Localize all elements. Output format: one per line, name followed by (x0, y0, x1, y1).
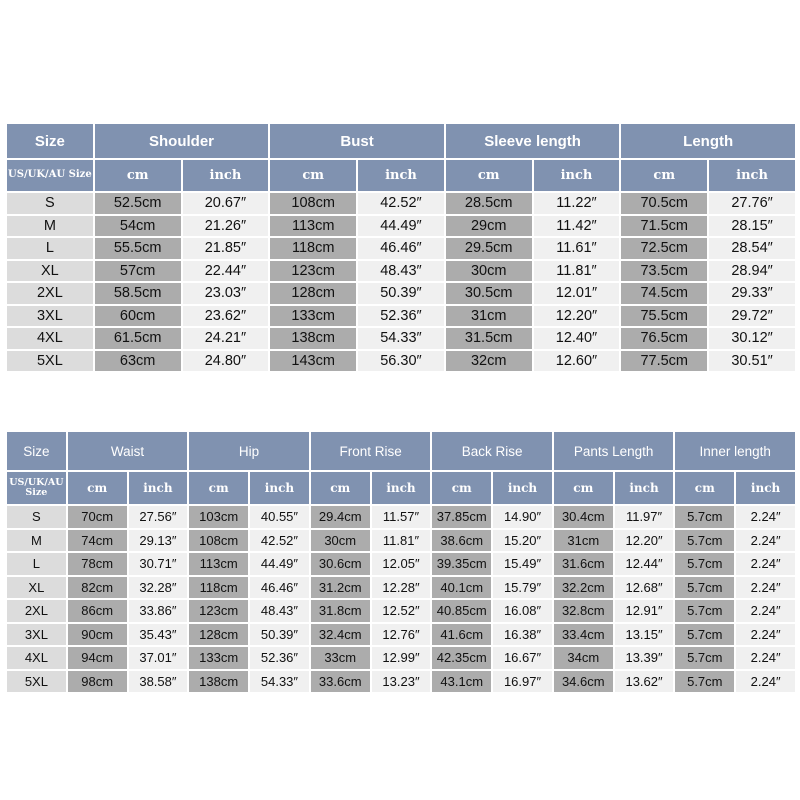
table-row (7, 647, 795, 669)
size-cell: 3XL (7, 306, 93, 327)
size-header: Size (7, 432, 66, 470)
cm-value-cell: 41.6cm (432, 624, 491, 646)
cm-value-cell: 5.7cm (675, 506, 734, 528)
inch-value-cell: 16.38″ (493, 624, 552, 646)
table-row (7, 216, 795, 237)
unit-header-inch: inch (736, 472, 795, 504)
cm-value-cell: 43.1cm (432, 671, 491, 693)
inch-value-cell: 28.94″ (709, 261, 795, 282)
cm-value-cell: 30cm (446, 261, 532, 282)
unit-header-cm: cm (95, 160, 181, 191)
inch-value-cell: 42.52″ (358, 193, 444, 214)
table-row (7, 600, 795, 622)
size-region-label: US/UK/AU Size (7, 472, 66, 504)
cm-value-cell: 143cm (270, 351, 356, 372)
cm-value-cell: 108cm (270, 193, 356, 214)
cm-value-cell: 118cm (270, 238, 356, 259)
cm-value-cell: 40.1cm (432, 577, 491, 599)
size-cell: 5XL (7, 671, 66, 693)
inch-value-cell: 11.57″ (372, 506, 431, 528)
inch-value-cell: 11.61″ (534, 238, 620, 259)
cm-value-cell: 5.7cm (675, 553, 734, 575)
cm-value-cell: 37.85cm (432, 506, 491, 528)
inch-value-cell: 23.62″ (183, 306, 269, 327)
unit-header-cm: cm (446, 160, 532, 191)
cm-value-cell: 128cm (270, 283, 356, 304)
cm-value-cell: 42.35cm (432, 647, 491, 669)
inch-value-cell: 2.24″ (736, 553, 795, 575)
inch-value-cell: 28.54″ (709, 238, 795, 259)
table-row (7, 577, 795, 599)
cm-value-cell: 31.8cm (311, 600, 370, 622)
group-header-shoulder: Shoulder (95, 124, 269, 158)
inch-value-cell: 24.21″ (183, 328, 269, 349)
inch-value-cell: 12.20″ (534, 306, 620, 327)
cm-value-cell: 90cm (68, 624, 127, 646)
table-row (7, 506, 795, 528)
cm-value-cell: 72.5cm (621, 238, 707, 259)
inch-value-cell: 29.33″ (709, 283, 795, 304)
group-header-front-rise: Front Rise (311, 432, 431, 470)
group-header-pants-length: Pants Length (554, 432, 674, 470)
top-size-chart-table (5, 122, 797, 373)
cm-value-cell: 98cm (68, 671, 127, 693)
inch-value-cell: 52.36″ (358, 306, 444, 327)
cm-value-cell: 94cm (68, 647, 127, 669)
cm-value-cell: 30.4cm (554, 506, 613, 528)
unit-header-cm: cm (554, 472, 613, 504)
cm-value-cell: 58.5cm (95, 283, 181, 304)
cm-value-cell: 32.8cm (554, 600, 613, 622)
cm-value-cell: 108cm (189, 530, 248, 552)
cm-value-cell: 73.5cm (621, 261, 707, 282)
table-row (7, 328, 795, 349)
inch-value-cell: 30.71″ (129, 553, 188, 575)
size-cell: S (7, 193, 93, 214)
cm-value-cell: 31cm (446, 306, 532, 327)
size-cell: M (7, 216, 93, 237)
inch-value-cell: 13.23″ (372, 671, 431, 693)
cm-value-cell: 38.6cm (432, 530, 491, 552)
cm-value-cell: 63cm (95, 351, 181, 372)
table-row (7, 530, 795, 552)
inch-value-cell: 11.81″ (534, 261, 620, 282)
table-row (7, 238, 795, 259)
cm-value-cell: 5.7cm (675, 624, 734, 646)
table-row (7, 261, 795, 282)
cm-value-cell: 5.7cm (675, 647, 734, 669)
cm-value-cell: 60cm (95, 306, 181, 327)
cm-value-cell: 5.7cm (675, 600, 734, 622)
cm-value-cell: 82cm (68, 577, 127, 599)
cm-value-cell: 113cm (189, 553, 248, 575)
group-header-waist: Waist (68, 432, 188, 470)
inch-value-cell: 30.51″ (709, 351, 795, 372)
inch-value-cell: 12.01″ (534, 283, 620, 304)
inch-value-cell: 16.08″ (493, 600, 552, 622)
unit-header-inch: inch (534, 160, 620, 191)
cm-value-cell: 31.6cm (554, 553, 613, 575)
inch-value-cell: 12.91″ (615, 600, 674, 622)
unit-header-cm: cm (675, 472, 734, 504)
cm-value-cell: 74.5cm (621, 283, 707, 304)
inch-value-cell: 12.20″ (615, 530, 674, 552)
cm-value-cell: 5.7cm (675, 577, 734, 599)
cm-value-cell: 57cm (95, 261, 181, 282)
cm-value-cell: 70.5cm (621, 193, 707, 214)
inch-value-cell: 2.24″ (736, 600, 795, 622)
cm-value-cell: 33.6cm (311, 671, 370, 693)
size-region-label: US/UK/AU Size (7, 160, 93, 191)
inch-value-cell: 15.49″ (493, 553, 552, 575)
size-cell: 2XL (7, 600, 66, 622)
inch-value-cell: 12.28″ (372, 577, 431, 599)
inch-value-cell: 52.36″ (250, 647, 309, 669)
top-table-body (7, 193, 795, 371)
inch-value-cell: 23.03″ (183, 283, 269, 304)
unit-header-inch: inch (129, 472, 188, 504)
unit-header-inch: inch (250, 472, 309, 504)
inch-value-cell: 21.85″ (183, 238, 269, 259)
inch-value-cell: 37.01″ (129, 647, 188, 669)
unit-header-inch: inch (615, 472, 674, 504)
inch-value-cell: 12.44″ (615, 553, 674, 575)
cm-value-cell: 118cm (189, 577, 248, 599)
inch-value-cell: 11.81″ (372, 530, 431, 552)
inch-value-cell: 16.97″ (493, 671, 552, 693)
cm-value-cell: 32.2cm (554, 577, 613, 599)
table-row (7, 306, 795, 327)
unit-header-cm: cm (189, 472, 248, 504)
cm-value-cell: 75.5cm (621, 306, 707, 327)
unit-header-cm: cm (68, 472, 127, 504)
inch-value-cell: 2.24″ (736, 577, 795, 599)
cm-value-cell: 78cm (68, 553, 127, 575)
inch-value-cell: 12.68″ (615, 577, 674, 599)
inch-value-cell: 30.12″ (709, 328, 795, 349)
inch-value-cell: 12.99″ (372, 647, 431, 669)
size-cell: L (7, 238, 93, 259)
table-row (7, 351, 795, 372)
cm-value-cell: 29.5cm (446, 238, 532, 259)
size-cell: M (7, 530, 66, 552)
cm-value-cell: 31cm (554, 530, 613, 552)
inch-value-cell: 56.30″ (358, 351, 444, 372)
cm-value-cell: 33.4cm (554, 624, 613, 646)
inch-value-cell: 50.39″ (358, 283, 444, 304)
inch-value-cell: 12.76″ (372, 624, 431, 646)
cm-value-cell: 113cm (270, 216, 356, 237)
cm-value-cell: 34cm (554, 647, 613, 669)
size-cell: 3XL (7, 624, 66, 646)
inch-value-cell: 46.46″ (358, 238, 444, 259)
cm-value-cell: 133cm (189, 647, 248, 669)
cm-value-cell: 70cm (68, 506, 127, 528)
size-cell: XL (7, 261, 93, 282)
cm-value-cell: 86cm (68, 600, 127, 622)
cm-value-cell: 138cm (189, 671, 248, 693)
size-cell: 2XL (7, 283, 93, 304)
inch-value-cell: 33.86″ (129, 600, 188, 622)
unit-header-inch: inch (372, 472, 431, 504)
cm-value-cell: 39.35cm (432, 553, 491, 575)
group-header-back-rise: Back Rise (432, 432, 552, 470)
unit-header-row (7, 160, 795, 191)
unit-header-inch: inch (493, 472, 552, 504)
cm-value-cell: 32cm (446, 351, 532, 372)
cm-value-cell: 133cm (270, 306, 356, 327)
inch-value-cell: 46.46″ (250, 577, 309, 599)
inch-value-cell: 44.49″ (358, 216, 444, 237)
unit-header-cm: cm (621, 160, 707, 191)
group-header-hip: Hip (189, 432, 309, 470)
size-cell: 4XL (7, 328, 93, 349)
cm-value-cell: 40.85cm (432, 600, 491, 622)
inch-value-cell: 16.67″ (493, 647, 552, 669)
cm-value-cell: 5.7cm (675, 671, 734, 693)
cm-value-cell: 76.5cm (621, 328, 707, 349)
cm-value-cell: 34.6cm (554, 671, 613, 693)
inch-value-cell: 27.56″ (129, 506, 188, 528)
unit-header-inch: inch (709, 160, 795, 191)
inch-value-cell: 24.80″ (183, 351, 269, 372)
inch-value-cell: 12.60″ (534, 351, 620, 372)
inch-value-cell: 29.13″ (129, 530, 188, 552)
inch-value-cell: 54.33″ (358, 328, 444, 349)
inch-value-cell: 11.22″ (534, 193, 620, 214)
group-header-sleeve-length: Sleeve length (446, 124, 620, 158)
group-header-bust: Bust (270, 124, 444, 158)
inch-value-cell: 22.44″ (183, 261, 269, 282)
inch-value-cell: 35.43″ (129, 624, 188, 646)
inch-value-cell: 2.24″ (736, 506, 795, 528)
inch-value-cell: 38.58″ (129, 671, 188, 693)
bottom-size-chart-table (5, 430, 797, 694)
cm-value-cell: 103cm (189, 506, 248, 528)
cm-value-cell: 71.5cm (621, 216, 707, 237)
inch-value-cell: 50.39″ (250, 624, 309, 646)
group-header-row (7, 432, 795, 470)
inch-value-cell: 12.40″ (534, 328, 620, 349)
inch-value-cell: 13.39″ (615, 647, 674, 669)
table-row (7, 624, 795, 646)
group-header-length: Length (621, 124, 795, 158)
inch-value-cell: 28.15″ (709, 216, 795, 237)
cm-value-cell: 32.4cm (311, 624, 370, 646)
cm-value-cell: 123cm (189, 600, 248, 622)
cm-value-cell: 31.5cm (446, 328, 532, 349)
inch-value-cell: 2.24″ (736, 530, 795, 552)
cm-value-cell: 77.5cm (621, 351, 707, 372)
cm-value-cell: 29.4cm (311, 506, 370, 528)
inch-value-cell: 13.15″ (615, 624, 674, 646)
cm-value-cell: 30.6cm (311, 553, 370, 575)
inch-value-cell: 42.52″ (250, 530, 309, 552)
cm-value-cell: 5.7cm (675, 530, 734, 552)
cm-value-cell: 128cm (189, 624, 248, 646)
cm-value-cell: 30.5cm (446, 283, 532, 304)
cm-value-cell: 61.5cm (95, 328, 181, 349)
size-cell: XL (7, 577, 66, 599)
table-row (7, 671, 795, 693)
cm-value-cell: 29cm (446, 216, 532, 237)
cm-value-cell: 52.5cm (95, 193, 181, 214)
unit-header-inch: inch (358, 160, 444, 191)
table-row (7, 283, 795, 304)
inch-value-cell: 27.76″ (709, 193, 795, 214)
inch-value-cell: 20.67″ (183, 193, 269, 214)
size-cell: L (7, 553, 66, 575)
cm-value-cell: 31.2cm (311, 577, 370, 599)
inch-value-cell: 40.55″ (250, 506, 309, 528)
cm-value-cell: 55.5cm (95, 238, 181, 259)
cm-value-cell: 28.5cm (446, 193, 532, 214)
cm-value-cell: 30cm (311, 530, 370, 552)
inch-value-cell: 12.05″ (372, 553, 431, 575)
cm-value-cell: 33cm (311, 647, 370, 669)
bottom-table-body (7, 506, 795, 692)
inch-value-cell: 44.49″ (250, 553, 309, 575)
group-header-inner-length: Inner length (675, 432, 795, 470)
size-cell: 5XL (7, 351, 93, 372)
size-header: Size (7, 124, 93, 158)
inch-value-cell: 12.52″ (372, 600, 431, 622)
inch-value-cell: 11.97″ (615, 506, 674, 528)
unit-header-cm: cm (270, 160, 356, 191)
inch-value-cell: 11.42″ (534, 216, 620, 237)
inch-value-cell: 15.79″ (493, 577, 552, 599)
inch-value-cell: 2.24″ (736, 624, 795, 646)
inch-value-cell: 32.28″ (129, 577, 188, 599)
cm-value-cell: 123cm (270, 261, 356, 282)
unit-header-inch: inch (183, 160, 269, 191)
unit-header-row (7, 472, 795, 504)
unit-header-cm: cm (432, 472, 491, 504)
cm-value-cell: 54cm (95, 216, 181, 237)
inch-value-cell: 14.90″ (493, 506, 552, 528)
inch-value-cell: 29.72″ (709, 306, 795, 327)
unit-header-cm: cm (311, 472, 370, 504)
table-row (7, 553, 795, 575)
inch-value-cell: 2.24″ (736, 647, 795, 669)
size-cell: S (7, 506, 66, 528)
cm-value-cell: 74cm (68, 530, 127, 552)
inch-value-cell: 54.33″ (250, 671, 309, 693)
inch-value-cell: 13.62″ (615, 671, 674, 693)
inch-value-cell: 15.20″ (493, 530, 552, 552)
inch-value-cell: 21.26″ (183, 216, 269, 237)
size-cell: 4XL (7, 647, 66, 669)
group-header-row (7, 124, 795, 158)
inch-value-cell: 48.43″ (358, 261, 444, 282)
inch-value-cell: 2.24″ (736, 671, 795, 693)
table-row (7, 193, 795, 214)
cm-value-cell: 138cm (270, 328, 356, 349)
inch-value-cell: 48.43″ (250, 600, 309, 622)
